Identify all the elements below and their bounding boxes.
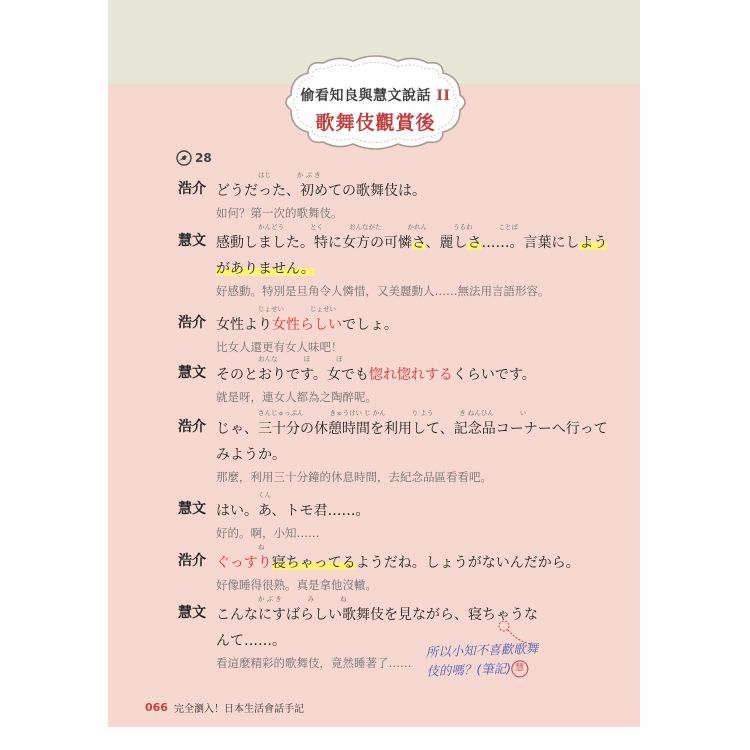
speaker-name: 浩介 (178, 181, 206, 197)
furigana: さんじゅっぷん きゅうけい じ かん り よう き ねんひん い (258, 409, 527, 417)
text-segment: はい。あ、トモ君……。 (216, 503, 370, 519)
furigana: じょせい じょせい (258, 305, 336, 313)
furigana: か ぶ き み ね (258, 595, 347, 603)
speaker-name: 慧文 (178, 605, 206, 621)
highlighted-segment: よう (579, 235, 608, 251)
japanese-line (216, 256, 611, 282)
chinese-translation: 那麼，利用三十分鐘的休息時間，去紀念品區看看吧。 (216, 470, 492, 484)
speaker-name: 浩介 (178, 315, 206, 331)
text-segment: じゃ、三十分の休憩時間を利用して、記念品コーナーへ行って (216, 421, 608, 437)
text-segment: ……。言葉にし (481, 235, 580, 251)
japanese-line (216, 550, 611, 576)
chinese-translation: 如何？第一次的歌舞伎。 (216, 206, 343, 220)
highlighted-segment: 寝ちゃってる (271, 555, 356, 571)
note-line-2: 伎的嗎？(筆記) (426, 660, 512, 679)
highlighted-segment: がありません。 (216, 261, 315, 277)
text-segment: みようか。 (216, 447, 286, 463)
text-segment: どうだった、初めての歌舞伎は。 (216, 183, 426, 199)
japanese-line (216, 442, 611, 468)
japanese-line (216, 498, 611, 524)
japanese-line (216, 178, 611, 204)
audio-track[interactable] (176, 150, 212, 166)
chinese-translation: 好像睡得很熟。真是拿他沒轍。 (216, 578, 377, 592)
furigana: はじ か ぶ き (258, 171, 321, 179)
japanese-line (216, 602, 611, 628)
chinese-translation: 好感動。特別是旦角令人憐惜，又美麗動人……無法用言語形容。 (216, 284, 550, 298)
furigana: くん (258, 491, 271, 499)
book-title: 完全瀏入！日本生活會話手記 (173, 704, 304, 715)
chinese-translation: 看這麼精彩的歌舞伎，竟然睡著了…… (216, 656, 412, 670)
text-segment: ようだね。しょうがないんだから。 (355, 555, 580, 571)
japanese-line (216, 362, 611, 388)
audio-track-number: 28 (195, 151, 212, 165)
text-segment: んて……。 (216, 633, 286, 649)
japanese-line (216, 312, 611, 338)
speaker-name: 浩介 (178, 553, 206, 569)
japanese-line (216, 230, 611, 256)
book-page (108, 0, 640, 727)
title-roman: II (436, 88, 451, 104)
furigana: おんな ほ ぼ (258, 355, 343, 363)
cd-audio-icon (176, 150, 192, 166)
highlighted-segment: さ (467, 235, 482, 251)
note-line-1: 所以小知不喜歡歌舞 (425, 640, 539, 660)
japanese-line (216, 416, 611, 442)
handwritten-note (425, 637, 576, 680)
title-subtitle: 偷看知良與慧文說話 II (300, 88, 451, 104)
text-segment: 感動しました。特に女方の可憐 (216, 235, 412, 251)
text-segment: こんなにすばらしい歌舞伎を見ながら、寝ちゃうな (216, 607, 538, 623)
speaker-name: 慧文 (178, 501, 206, 517)
chinese-translation: 好的。啊，小知…… (216, 526, 320, 540)
furigana: かんどう とく おんながた かれん うるわ ことば (258, 223, 518, 231)
chinese-translation: 比女人還更有女人味吧！ (216, 340, 343, 354)
page-number: 066 (145, 701, 168, 714)
text-segment: 女性より (216, 317, 272, 333)
text-segment: でしょ。 (342, 317, 398, 333)
emphasis-segment: ぐっすり (216, 555, 272, 571)
highlighted-segment: さ (412, 235, 426, 251)
text-segment: 、麗し (425, 235, 468, 251)
text-segment: そのとおりです。女でも (216, 367, 369, 383)
speaker-name: 慧文 (178, 233, 206, 249)
page-footer (145, 700, 304, 715)
emphasis-segment: 女性らしい (272, 317, 342, 333)
title-plaque (278, 55, 473, 150)
page-title: 歌舞伎觀賞後 (315, 112, 436, 134)
speaker-name: 慧文 (178, 365, 206, 381)
speaker-name: 浩介 (178, 419, 206, 435)
emphasis-segment: 惚れ惚れする (368, 367, 453, 383)
furigana: ね (258, 543, 265, 551)
name-stamp: 慧 (511, 660, 529, 678)
chinese-translation: 就是呀，連女人都為之陶醉呢。 (216, 390, 377, 404)
text-segment: くらいです。 (452, 367, 536, 383)
